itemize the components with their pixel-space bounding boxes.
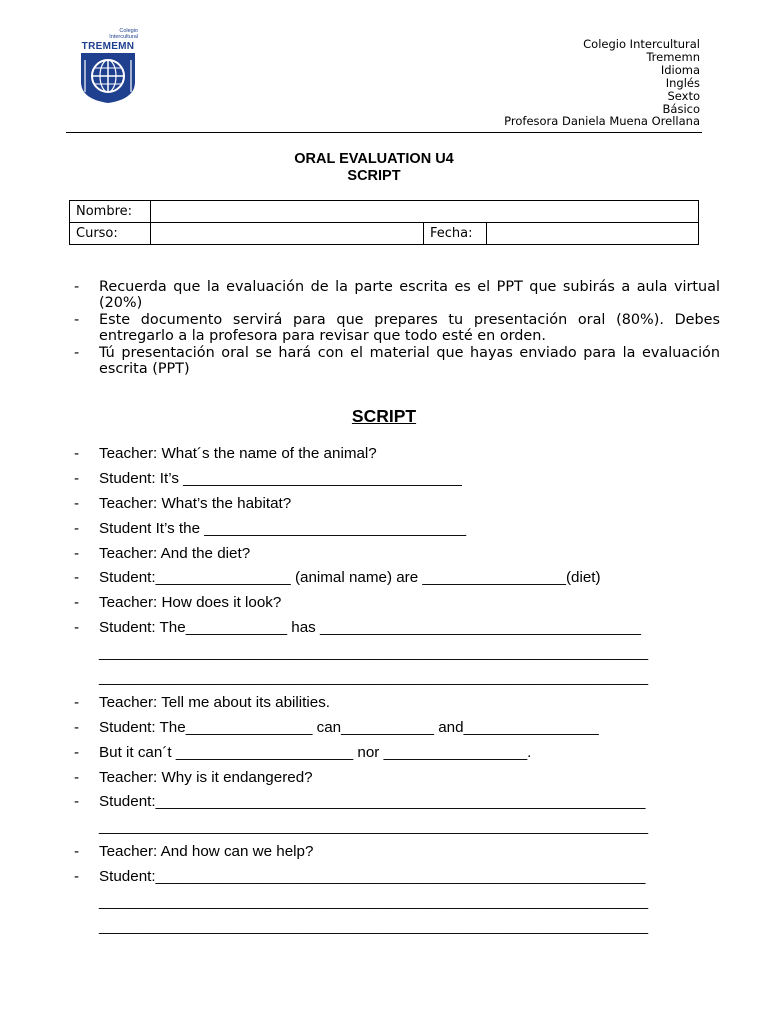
- instruction-text: Este documento servirá para que prepares tu presentación oral (80%). Debes entregarlo a la profesora para revisar que todo esté en orden.: [99, 311, 720, 345]
- bullet-dash: [74, 892, 99, 917]
- fecha-field[interactable]: [487, 223, 699, 245]
- script-line-text[interactable]: Student:__________________________________________________________: [99, 868, 646, 886]
- bullet-dash: -: [74, 494, 80, 512]
- logo-text-colegio: Colegio: [119, 28, 138, 34]
- bullet-dash: -: [74, 793, 80, 811]
- script-line[interactable]: [74, 817, 734, 842]
- bullet-dash: [74, 668, 99, 693]
- bullet-dash: -: [74, 843, 80, 861]
- script-line-text: Teacher: Tell me about its abilities.: [99, 693, 331, 711]
- bullet-dash: -: [74, 544, 80, 562]
- bullet-dash: -: [74, 868, 80, 886]
- script-line[interactable]: [74, 618, 734, 643]
- school-info-line: Básico: [662, 101, 700, 116]
- script-heading: SCRIPT: [351, 406, 417, 426]
- script-line[interactable]: [74, 568, 734, 593]
- bullet-dash: -: [74, 619, 80, 637]
- instruction-text: Tú presentación oral se hará con el material que hayas enviado para la evaluación escrita (PPT): [99, 344, 720, 378]
- script-line[interactable]: [74, 519, 734, 544]
- script-line: [74, 444, 734, 469]
- script-line-text[interactable]: _________________________________________________________________: [99, 893, 649, 911]
- script-line: [74, 544, 734, 569]
- script-line-text: Teacher: What’s the habitat?: [99, 494, 292, 512]
- list-item: [74, 279, 720, 312]
- script-line-text[interactable]: Student It’s the _______________________________: [99, 519, 467, 537]
- school-info-line: Trememn: [646, 49, 700, 64]
- script-line[interactable]: [74, 743, 734, 768]
- script-line-text[interactable]: _________________________________________________________________: [99, 917, 649, 935]
- curso-label: Curso:: [70, 223, 151, 245]
- bullet-dash: -: [74, 768, 80, 786]
- script-line-text[interactable]: _________________________________________________________________: [99, 644, 649, 662]
- instructions-list: [74, 279, 720, 377]
- nombre-label: Nombre:: [70, 201, 151, 223]
- shield-icon: [79, 52, 137, 104]
- instruction-text: Recuerda que la evaluación de la parte escrita es el PPT que subirás a aula virtual (20%): [99, 279, 720, 312]
- list-item: [74, 312, 720, 345]
- script-line: [74, 494, 734, 519]
- bullet-dash: -: [74, 569, 80, 587]
- bullet-dash: -: [74, 279, 80, 295]
- script-line: [74, 693, 734, 718]
- bullet-dash: [74, 917, 99, 942]
- script-line-text: Teacher: And the diet?: [99, 544, 251, 562]
- header-divider: [66, 132, 702, 133]
- script-line-text[interactable]: Student:________________ (animal name) are _________________(diet): [99, 569, 601, 587]
- script-line[interactable]: [74, 718, 734, 743]
- script-line-text: Teacher: What´s the name of the animal?: [99, 445, 377, 462]
- student-info-table: [69, 200, 699, 245]
- school-logo: [76, 28, 140, 106]
- script-line[interactable]: [74, 792, 734, 817]
- document-subtitle: SCRIPT: [347, 168, 401, 184]
- script-line: [74, 842, 734, 867]
- script-line-text[interactable]: Student:__________________________________________________________: [99, 793, 646, 811]
- logo-text-name: TREMEMN: [81, 41, 135, 52]
- script-line-text: Teacher: And how can we help?: [99, 843, 314, 861]
- script-line[interactable]: [74, 867, 734, 892]
- logo-text-intercultural: Intercultural: [109, 34, 138, 40]
- school-info-line: Inglés: [665, 75, 700, 90]
- nombre-field[interactable]: [151, 201, 699, 223]
- script-line-text[interactable]: _________________________________________________________________: [99, 818, 649, 836]
- bullet-dash: -: [74, 519, 80, 537]
- script-line-text[interactable]: Student: The_______________ can___________ and________________: [99, 718, 599, 736]
- script-line[interactable]: [74, 892, 734, 917]
- script-line-text[interactable]: _________________________________________________________________: [99, 669, 649, 687]
- bullet-dash: -: [74, 693, 80, 711]
- script-line[interactable]: [74, 469, 734, 494]
- script-line-text[interactable]: But it can´t _____________________ nor _________________.: [99, 743, 532, 761]
- script-line-text[interactable]: Student: It’s _________________________________: [99, 469, 462, 487]
- script-lines: [74, 444, 734, 942]
- bullet-dash: -: [74, 344, 80, 361]
- bullet-dash: [74, 817, 99, 842]
- bullet-dash: -: [74, 469, 80, 487]
- bullet-dash: -: [74, 743, 80, 761]
- school-info-line: Sexto: [667, 88, 700, 103]
- school-info-line: Colegio Intercultural: [583, 37, 700, 51]
- script-line: [74, 768, 734, 793]
- bullet-dash: -: [74, 445, 80, 462]
- document-title: ORAL EVALUATION U4: [294, 151, 454, 167]
- script-line-text: Teacher: How does it look?: [99, 594, 282, 612]
- script-line-text[interactable]: Student: The____________ has ______________________________________: [99, 619, 641, 637]
- bullet-dash: -: [74, 311, 80, 328]
- curso-field[interactable]: [151, 223, 424, 245]
- bullet-dash: -: [74, 718, 80, 736]
- bullet-dash: [74, 643, 99, 668]
- script-line: [74, 593, 734, 618]
- school-info-line: Profesora Daniela Muena Orellana: [504, 114, 700, 129]
- script-line[interactable]: [74, 668, 734, 693]
- fecha-label: Fecha:: [424, 223, 487, 245]
- bullet-dash: -: [74, 594, 80, 612]
- script-line-text: Teacher: Why is it endangered?: [99, 768, 313, 786]
- script-line[interactable]: [74, 917, 734, 942]
- list-item: [74, 345, 720, 378]
- school-info-line: Idioma: [660, 62, 700, 77]
- school-info: [504, 38, 700, 128]
- script-line[interactable]: [74, 643, 734, 668]
